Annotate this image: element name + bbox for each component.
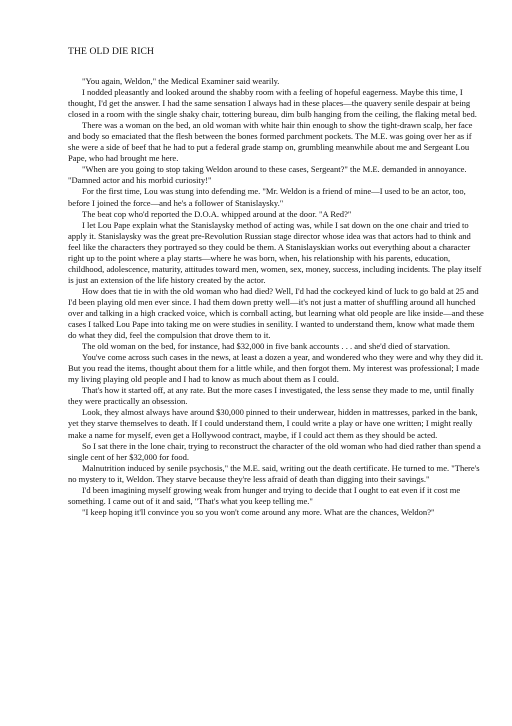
paragraph: The old woman on the bed, for instance, had $32,000 in five bank accounts . . . and she'd died of starvation. <box>82 341 451 352</box>
story-title: THE OLD DIE RICH <box>68 46 155 57</box>
paragraph: So I sat there in the lone chair, trying to reconstruct the character of the old woman who had died rather than spend a single cent of her $32,000 for food. <box>68 440 481 462</box>
paragraph: Look, they almost always have around $30,000 pinned to their underwear, hidden in mattresses, parked in the bank, yet they starve themselves to death. If I could understand them, I could write a play or have one written; I might really make a name for myself, even get a Hollywood contract, maybe, if I could act them as they should be acted. <box>68 407 478 440</box>
paragraph: Malnutrition induced by senile psychosis," the M.E. said, writing out the death certificate. He turned to me. "There's no mystery to it, Weldon. They starve because they're less afraid of death than digging into their savings." <box>68 462 480 484</box>
paragraph: You've come across such cases in the news, at least a dozen a year, and wondered who they were and why they did it. But you read the items, thought about them for a little while, and then forgot them. My interest was professional; I made my living playing old people and I had to know as much about them as I could. <box>68 352 483 385</box>
paragraph: There was a woman on the bed, an old woman with white hair thin enough to show the tight-drawn scalp, her face and body so emaciated that the flesh between the bones formed parchment pockets. The M.E. was going over her as if she were a side of beef that he had to put a federal grade stamp on, grumbling meanwhile about me and Sergeant Lou Pape, who had brought me here. <box>68 120 473 164</box>
story-body <box>68 76 484 518</box>
paragraph: For the first time, Lou was stung into defending me. "Mr. Weldon is a friend of mine—I used to be an actor, too, before I joined the force—and he's a follower of Stanislaysky." <box>68 186 466 208</box>
paragraph: I let Lou Pape explain what the Stanislaysky method of acting was, while I sat down on the one chair and tried to apply it. Stanislaysky was the great pre-Revolution Russian stage director whose idea was that actors had to think and feel like the characters they portrayed so they could be them. A Stanislayskian works out everything about a character right up to the point where a play starts—where he was born, when, his relationship with his parents, education, childhood, adolescence, maturity, attitudes toward men, women, sex, money, success, including incidents. The play itself is just an extension of the life history created by the actor. <box>68 219 482 285</box>
paragraph: "You again, Weldon," the Medical Examiner said wearily. <box>82 76 280 86</box>
paragraph: "When are you going to stop taking Weldon around to these cases, Sergeant?" the M.E. demanded in annoyance. "Damned actor and his morbid curiosity!" <box>68 164 467 186</box>
paragraph: That's how it started off, at any rate. But the more cases I investigated, the less sense they made to me, until finally they were practically an obsession. <box>68 385 475 407</box>
paragraph: How does that tie in with the old woman who had died? Well, I'd had the cockeyed kind of luck to go bald at 25 and I'd been playing old men ever since. I had them down pretty well—it's not just a matter of shuffling around all hunched over and talking in a high cracked voice, which is cornball acting, but learning what old people are like inside—and these cases I talked Lou Pape into taking me on were studies in senility. I wanted to understand them, know what made them do what they did, feel the compulsion that drove them to it. <box>68 285 484 341</box>
paragraph: I'd been imagining myself growing weak from hunger and trying to decide that I ought to eat even if it cost me something. I came out of it and said, "That's what you keep telling me." <box>68 484 461 506</box>
paragraph: The beat cop who'd reported the D.O.A. whipped around at the door. "A Red?" <box>82 208 352 219</box>
paragraph: I nodded pleasantly and looked around the shabby room with a feeling of hopeful eagerness. Maybe this time, I thought, I'd get the answer. I had the same sensation I always had in these places—the quavery senile despair at being closed in a room with the single shaky chair, tottering bureau, dim bulb hanging from the ceiling, the flaking metal bed. <box>68 87 477 120</box>
paragraph: "I keep hoping it'll convince you so you won't come around any more. What are the chances, Weldon?" <box>82 506 435 517</box>
